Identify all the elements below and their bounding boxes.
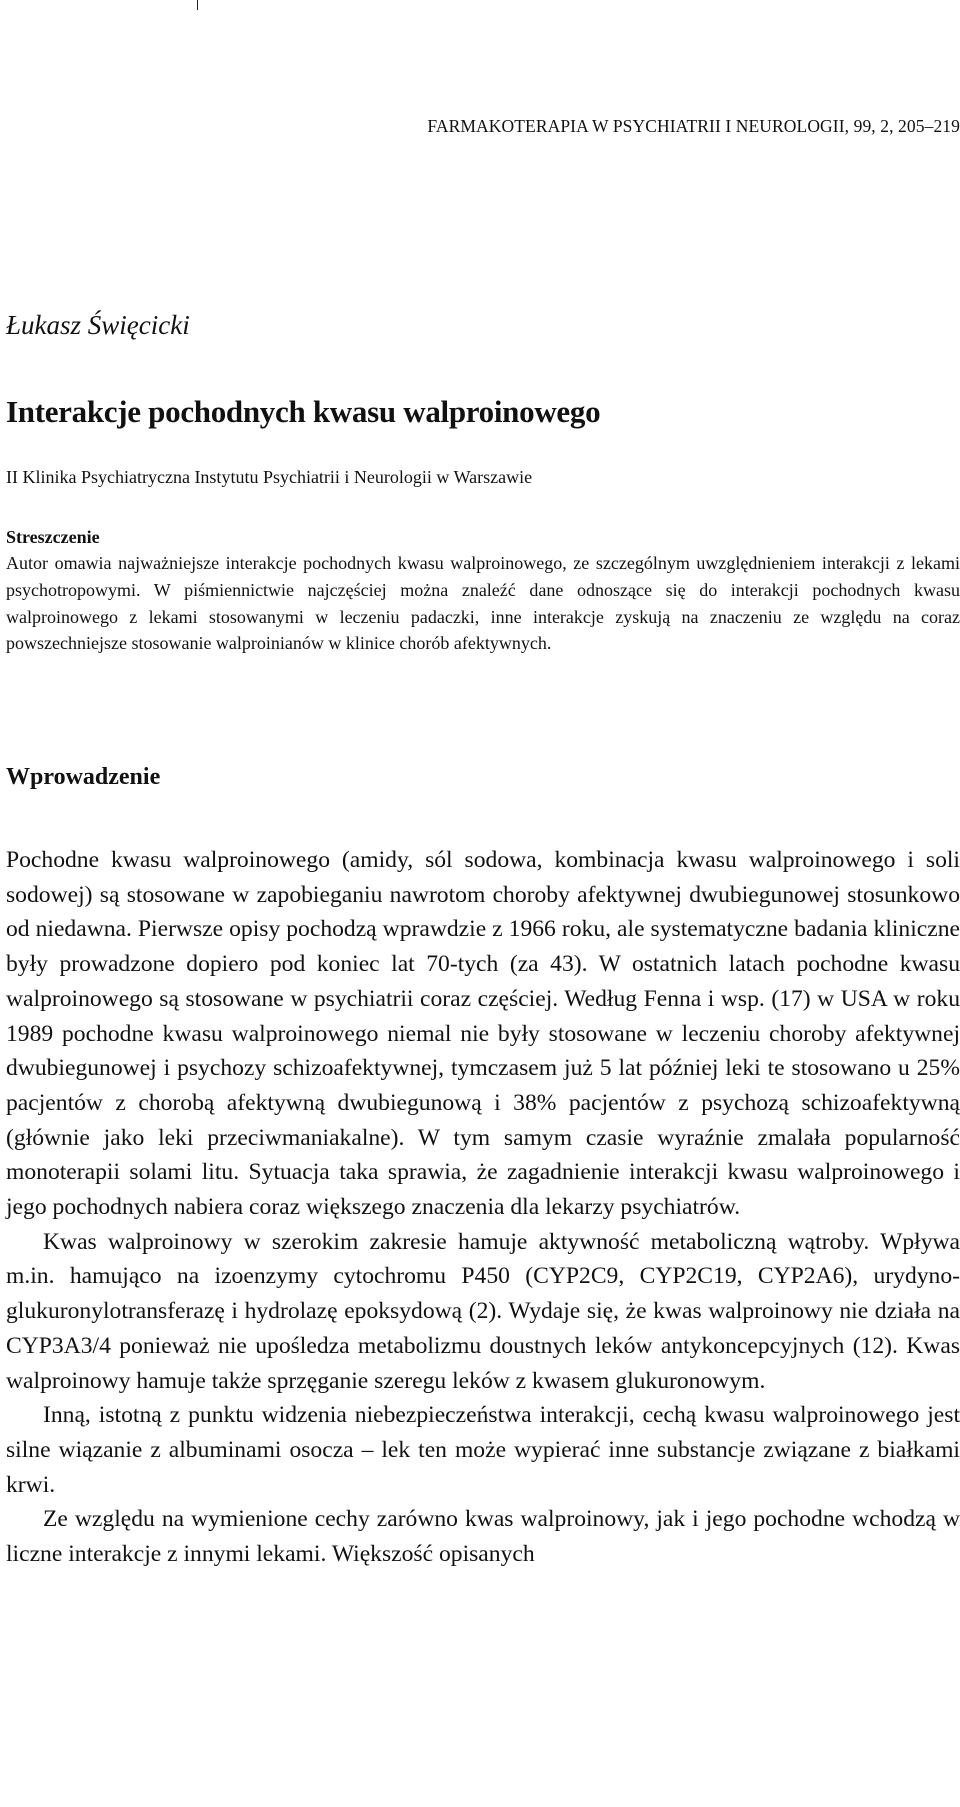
running-head: FARMAKOTERAPIA W PSYCHIATRII I NEUROLOGII, 99, 2, 205–219 bbox=[427, 116, 960, 136]
article-title: Interakcje pochodnych kwasu walproinowego bbox=[6, 394, 601, 429]
abstract-text: Autor omawia najważniejsze interakcje pochodnych kwasu walproinowego, ze szczególnym uwzględnieniem interakcji z lekami psychotropowymi. W piśmiennictwie najczęściej można znaleźć dane odnoszące się do interakcji pochodnych kwasu walproinowego z lekami stosowanymi w leczeniu padaczki, inne interakcje zyskują na znaczeniu ze względu na coraz powszechniejsze stosowanie walproinianów w klinice chorób afektywnych. bbox=[6, 553, 960, 654]
body-paragraph: Inną, istotną z punktu widzenia niebezpieczeństwa interakcji, cechą kwasu walproinowego jest silne wiązanie z albuminami osocza – lek ten może wypierać inne substancje związane z białkami krwi. bbox=[6, 1402, 960, 1498]
margin-mark bbox=[197, 0, 198, 10]
introduction-body bbox=[6, 843, 960, 1572]
author-affiliation: II Klinika Psychiatryczna Instytutu Psychiatrii i Neurologii w Warszawie bbox=[6, 467, 533, 487]
body-paragraph: Ze względu na wymienione cechy zarówno kwas walproinowy, jak i jego pochodne wchodzą w liczne interakcje z innymi lekami. Większość opisanych bbox=[6, 1506, 960, 1568]
section-heading-introduction: Wprowadzenie bbox=[6, 764, 161, 790]
abstract-heading: Streszczenie bbox=[6, 527, 100, 547]
body-paragraph: Kwas walproinowy w szerokim zakresie hamuje aktywność metaboliczną wątroby. Wpływa m.in. hamująco na izoenzymy cytochromu P450 (CYP2C9, CYP2C19, CYP2A6), urydyno-glukuronylotransferazę i hydrolazę epoksydową (2). Wydaje się, że kwas walproinowy nie działa na CYP3A3/4 ponieważ nie upośledza metabolizmu doustnych leków antykoncepcyjnych (12). Kwas walproinowy hamuje także sprzęganie szeregu leków z kwasem glukuronowym. bbox=[6, 1228, 960, 1394]
author-name: Łukasz Święcicki bbox=[6, 310, 190, 340]
body-paragraph: Pochodne kwasu walproinowego (amidy, sól sodowa, kombinacja kwasu walproinowego i soli sodowej) są stosowane w zapobieganiu nawrotom choroby afektywnej dwubiegunowej stosunkowo od niedawna. Pierwsze opisy pochodzą wprawdzie z 1966 roku, ale systematyczne badania kliniczne były prowadzone dopiero pod koniec lat 70-tych (za 43). W ostatnich latach pochodne kwasu walproinowego są stosowane w psychiatrii coraz częściej. Według Fenna i wsp. (17) w USA w roku 1989 pochodne kwasu walproinowego niemal nie były stosowane w leczeniu choroby afektywnej dwubiegunowej i psychozy schizoafektywnej, tymczasem już 5 lat później leki te stosowano u 25% pacjentów z chorobą afektywną dwubiegunową i 38% pacjentów z psychozą schizoafektywną (głównie jako leki przeciwmaniakalne). W tym samym czasie wyraźnie zmalała popularność monoterapii solami litu. Sytuacja taka sprawia, że zagadnienie interakcji kwasu walproinowego i jego pochodnych nabiera coraz większego znaczenia dla lekarzy psychiatrów. bbox=[6, 847, 960, 1221]
